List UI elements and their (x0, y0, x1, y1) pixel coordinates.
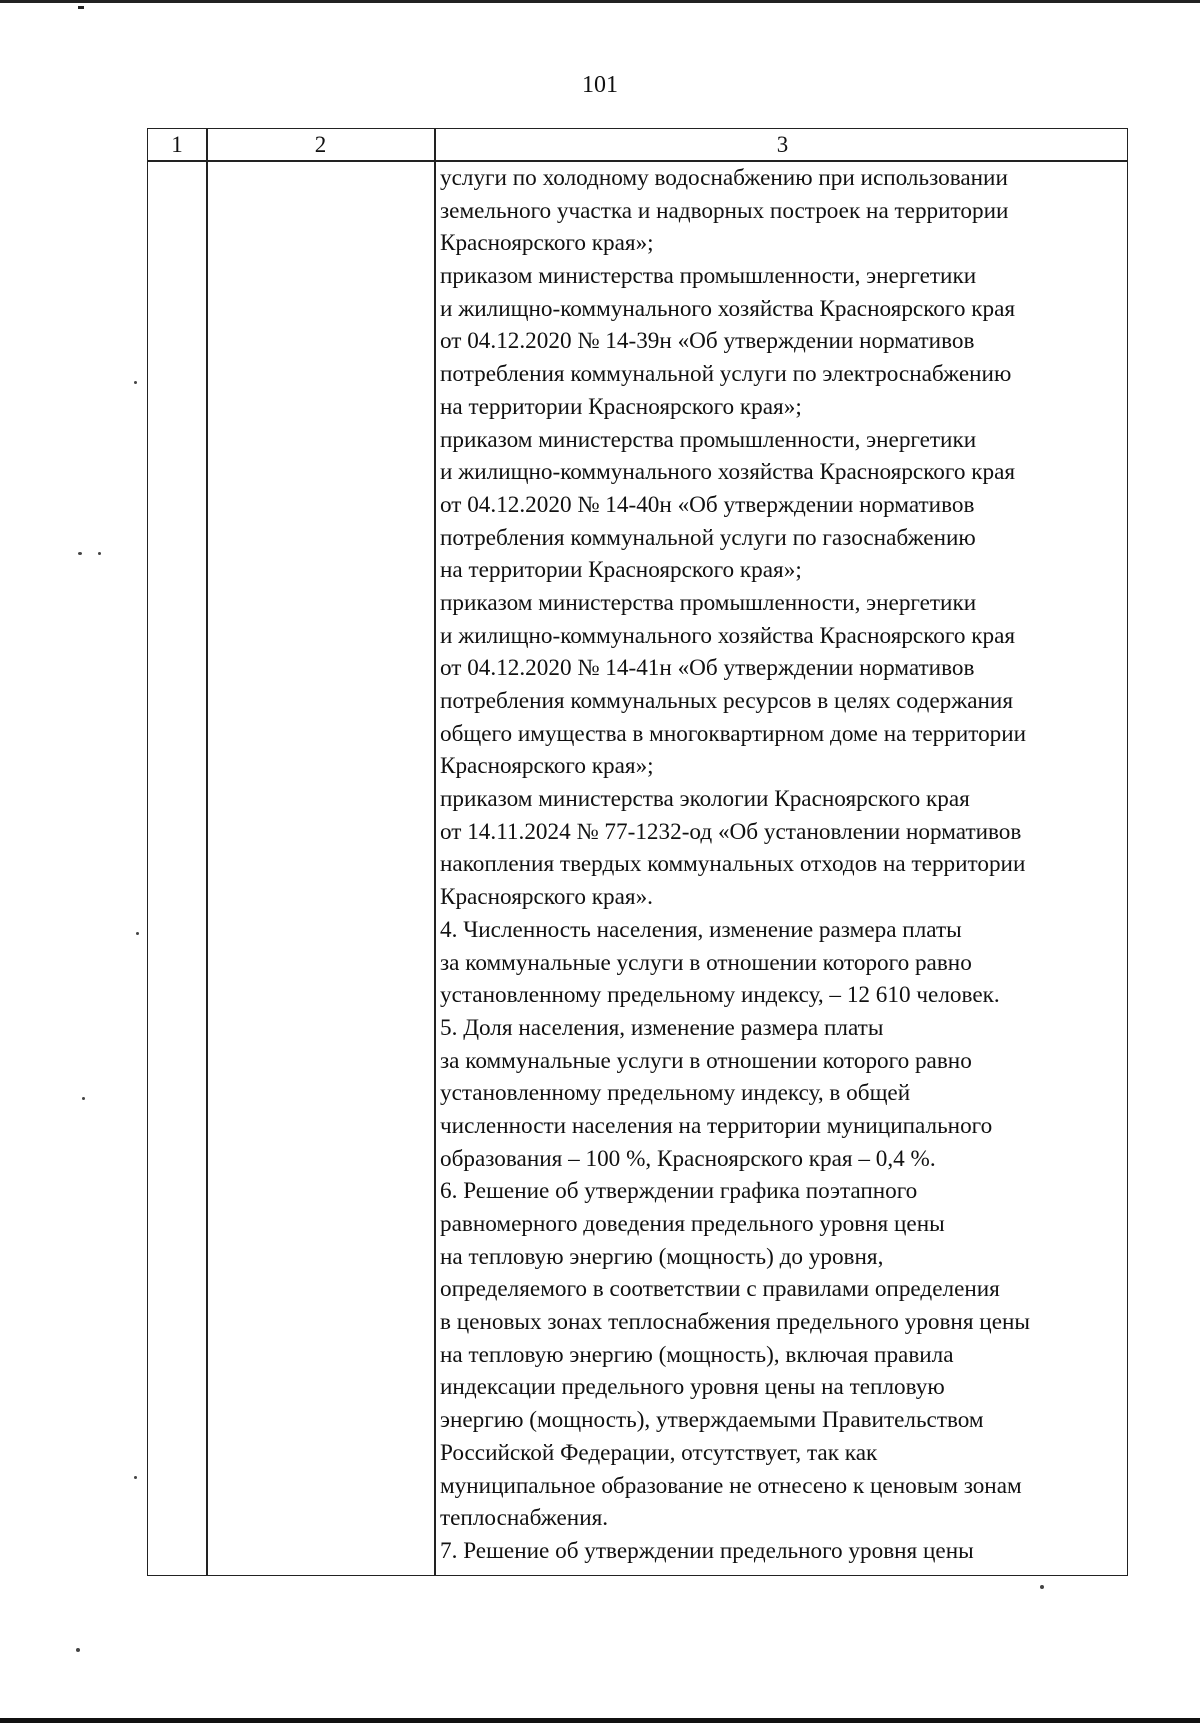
text-line: равномерного доведения предельного уровня цены (440, 1211, 945, 1237)
scan-speck (136, 932, 139, 935)
text-line: общего имущества в многоквартирном доме на территории (440, 720, 1027, 747)
text-line: Российской Федерации, отсутствует, так как (440, 1439, 878, 1466)
text-line: и жилищно-коммунального хозяйства Красноярского края (440, 295, 1016, 322)
column-divider-1 (206, 129, 208, 1575)
text-line: услуги по холодному водоснабжению при использовании (440, 165, 1008, 191)
text-line: накопления твердых коммунальных отходов на территории (440, 851, 1026, 878)
scan-speck (78, 552, 82, 555)
text-line: приказом министерства промышленности, энергетики (440, 263, 977, 290)
text-line: и жилищно-коммунального хозяйства Красноярского края (440, 459, 1016, 486)
column-divider-2 (434, 129, 436, 1575)
scan-mark (78, 6, 84, 9)
scan-speck (134, 381, 137, 384)
text-line: за коммунальные услуги в отношении которого равно (440, 949, 972, 976)
text-line: приказом министерства промышленности, энергетики (440, 426, 977, 453)
text-line: образования – 100 %, Красноярского края – 0,4 %. (440, 1145, 936, 1172)
text-line: 7. Решение об утверждении предельного уровня цены (440, 1537, 974, 1564)
text-line: потребления коммунальной услуги по газоснабжению (440, 524, 976, 551)
text-line: на тепловую энергию (мощность) до уровня, (440, 1243, 884, 1270)
column-header-1: 1 (171, 132, 183, 157)
scan-speck (134, 1476, 137, 1479)
text-line: от 04.12.2020 № 14-40н «Об утверждении нормативов (440, 491, 975, 518)
text-line: энергию (мощность), утверждаемыми Правительством (440, 1407, 984, 1434)
text-line: установленному предельному индексу, в общей (440, 1080, 911, 1107)
text-line: и жилищно-коммунального хозяйства Красноярского края (440, 622, 1016, 649)
text-line: от 04.12.2020 № 14-39н «Об утверждении нормативов (440, 328, 975, 355)
column-header-2: 2 (314, 132, 327, 157)
text-line: потребления коммунальных ресурсов в целях содержания (440, 688, 1014, 714)
text-line: от 04.12.2020 № 14-41н «Об утверждении нормативов (440, 655, 975, 682)
text-line: установленному предельному индексу, – 12 610 человек. (440, 982, 1000, 1009)
scan-top-border (0, 0, 1200, 3)
text-line: Красноярского края»; (440, 230, 654, 257)
text-line: индексации предельного уровня цены на тепловую (440, 1374, 945, 1401)
text-line: приказом министерства промышленности, энергетики (440, 589, 977, 616)
text-line: на территории Красноярского края»; (440, 393, 802, 420)
text-line: потребления коммунальной услуги по электроснабжению (440, 361, 1012, 388)
text-line: муниципальное образование не отнесено к ценовым зонам (440, 1472, 1022, 1499)
text-line: Красноярского края». (440, 884, 653, 911)
text-line: численности населения на территории муниципального (440, 1112, 993, 1139)
text-line: за коммунальные услуги в отношении которого равно (440, 1047, 972, 1074)
text-line: приказом министерства экологии Красноярского края (440, 786, 970, 813)
scan-speck (82, 1097, 85, 1100)
text-line: определяемого в соответствии с правилами определения (440, 1276, 1000, 1303)
scan-speck (76, 1648, 80, 1652)
page-number: 101 (582, 72, 618, 98)
text-line: земельного участка и надворных построек на территории (440, 197, 1009, 224)
column-3-text (440, 162, 1130, 1568)
column-header-3: 3 (776, 132, 789, 157)
text-line: теплоснабжения. (440, 1505, 609, 1532)
scan-speck (98, 552, 101, 555)
text-line: 5. Доля населения, изменение размера платы (440, 1014, 884, 1041)
text-line: 4. Численность населения, изменение размера платы (440, 916, 962, 943)
scan-speck (1040, 1585, 1044, 1589)
scan-bottom-border (0, 1718, 1200, 1723)
text-line: в ценовых зонах теплоснабжения предельного уровня цены (440, 1309, 1030, 1336)
text-line: на территории Красноярского края»; (440, 557, 802, 584)
text-line: на тепловую энергию (мощность), включая правила (440, 1341, 954, 1368)
text-line: 6. Решение об утверждении графика поэтапного (440, 1178, 918, 1205)
text-line: Красноярского края»; (440, 753, 654, 780)
document-table (147, 128, 1128, 1576)
text-line: от 14.11.2024 № 77-1232-од «Об установлении нормативов (440, 818, 1022, 845)
